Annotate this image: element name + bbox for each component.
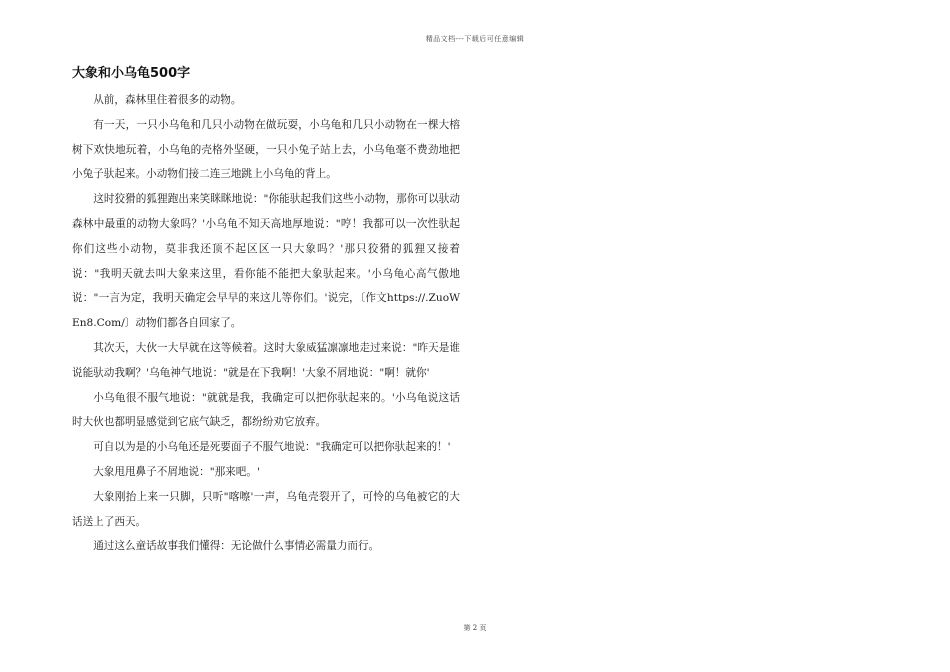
paragraph: 小乌龟很不服气地说："就就是我，我确定可以把你驮起来的。'小乌龟说这话时大伙也都明显感觉到它底气缺乏，都纷纷劝它放弃。 — [72, 391, 460, 429]
paragraph: 从前，森林里住着很多的动物。 — [93, 94, 242, 106]
paragraph: 大象刚抬上来一只脚，只听"喀嚓'一声，乌龟壳裂开了，可怜的乌龟被它的大话送上了西天。 — [72, 490, 460, 528]
page-header: 精品文档---下载后可任意编辑 — [425, 35, 525, 43]
paragraph: 这时狡猾的狐狸跑出来笑眯眯地说："你能驮起我们这些小动物，那你可以驮动森林中最重的动物大象吗？'小乌龟不知天高地厚地说："哼！我都可以一次性驮起你们这些小动物，莫非我还顶不起区区一只大象吗？'那只狡猾的狐狸又接着说："我明天就去叫大象来这里，看你能不能把大象驮起来。'小乌龟心高气傲地说："一言为定，我明天确定会早早的来这儿等你们。'说完，〔作文https://.ZuoWEn8.Com/〕动物们都各自回家了。 — [72, 193, 460, 330]
paragraph: 其次天，大伙一大早就在这等候着。这时大象威猛凛凛地走过来说："昨天是谁说能驮动我啊？'乌龟神气地说："就是在下我啊！'大象不屑地说："啊！就你' — [72, 341, 460, 379]
paragraph: 通过这么童话故事我们懂得：无论做什么事情必需量力而行。 — [93, 540, 380, 553]
paragraph: 大象甩甩鼻子不屑地说："那来吧。' — [93, 465, 260, 478]
article-title: 大象和小乌龟500字 — [72, 66, 191, 81]
paragraph: 有一天，一只小乌龟和几只小动物在做玩耍，小乌龟和几只小动物在一棵大榕树下欢快地玩着，小乌龟的壳格外坚硬，一只小兔子站上去，小乌龟毫不费劲地把小兔子驮起来。小动物们接二连三地跳上小乌龟的背上。 — [72, 118, 460, 181]
page-number: 第 2 页 — [463, 624, 487, 632]
article — [72, 64, 460, 559]
paragraph: 可自以为是的小乌龟还是死要面子不服气地说："我确定可以把你驮起来的！' — [93, 441, 451, 454]
